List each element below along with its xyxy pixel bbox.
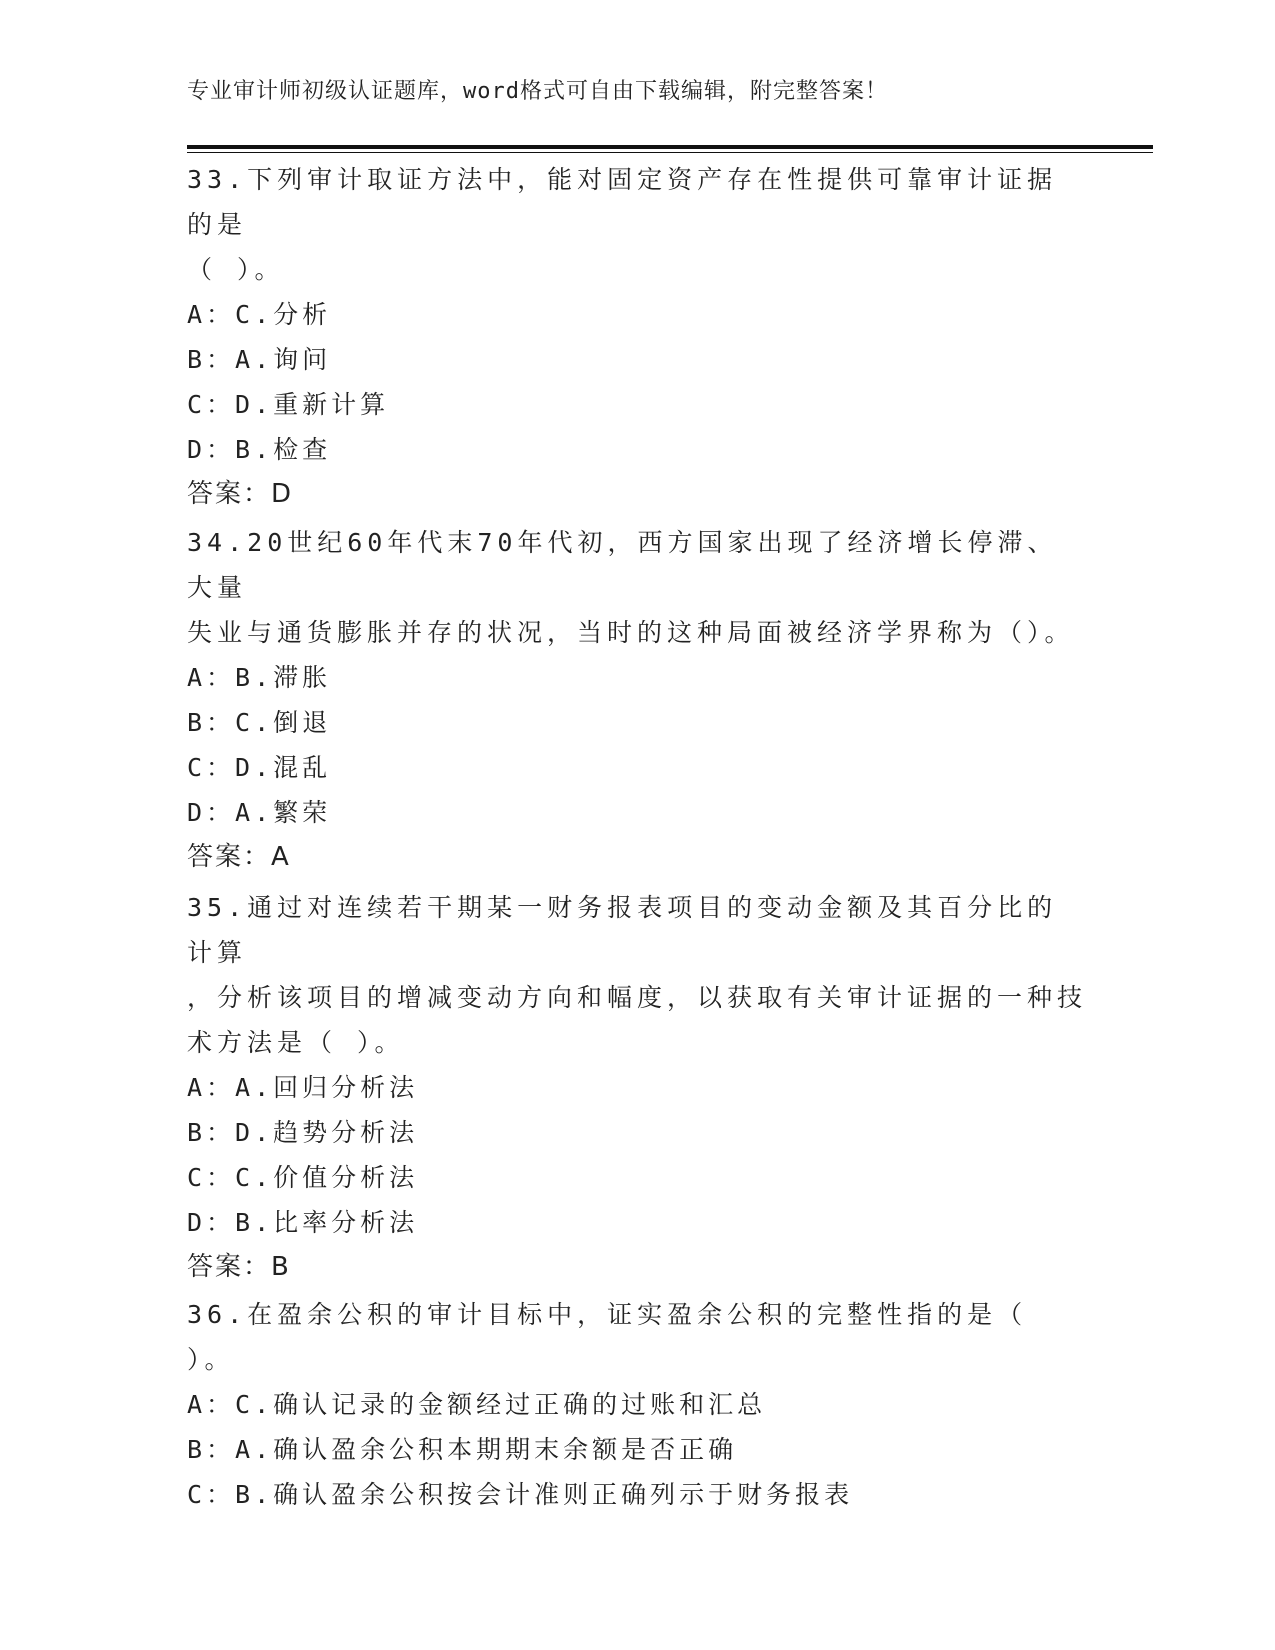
question-36 [187,1292,1087,1517]
option-b: B：C.倒退 [187,708,332,737]
question-stem-line: 35.通过对连续若干期某一财务报表项目的变动金额及其百分比的计算 [187,893,1058,967]
question-stem-line: 失业与通货膨胀并存的状况，当时的这种局面被经济学界称为（）。 [187,618,1075,647]
option-a: A：C.分析 [187,300,332,329]
option-a: A：C.确认记录的金额经过正确的过账和汇总 [187,1390,767,1419]
answer: 答案：D [187,479,294,509]
answer: 答案：B [187,1252,291,1282]
option-b: B：A.询问 [187,345,332,374]
question-33 [187,157,1087,517]
question-stem-line: 36.在盈余公积的审计目标中，证实盈余公积的完整性指的是（ ）。 [187,1300,1028,1374]
header-rule-thin [187,152,1153,153]
question-stem-line: （ ）。 [187,255,285,284]
option-a: A：A.回归分析法 [187,1073,419,1102]
option-b: B：A.确认盈余公积本期期末余额是否正确 [187,1435,738,1464]
option-d: D：B.比率分析法 [187,1208,419,1237]
question-35 [187,885,1087,1290]
question-stem-line: ，分析该项目的增减变动方向和幅度，以获取有关审计证据的一种技 [187,983,1088,1012]
option-b: B：D.趋势分析法 [187,1118,419,1147]
header-rule-thick [187,145,1153,149]
option-d: D：B.检查 [187,435,332,464]
option-d: D：A.繁荣 [187,798,332,827]
option-c: C：B.确认盈余公积按会计准则正确列示于财务报表 [187,1480,854,1509]
question-stem-line: 33.下列审计取证方法中，能对固定资产存在性提供可靠审计证据的是 [187,165,1058,239]
option-c: C：D.重新计算 [187,390,390,419]
question-34 [187,520,1087,880]
option-c: C：D.混乱 [187,753,332,782]
option-a: A：B.滞胀 [187,663,332,692]
answer: 答案：A [187,842,291,872]
option-c: C：C.价值分析法 [187,1163,419,1192]
question-stem-line: 术方法是（ ）。 [187,1028,405,1057]
question-stem-line: 34.20世纪60年代末70年代初，西方国家出现了经济增长停滞、大量 [187,528,1058,602]
page-header: 专业审计师初级认证题库，word格式可自由下载编辑，附完整答案！ [187,79,888,104]
